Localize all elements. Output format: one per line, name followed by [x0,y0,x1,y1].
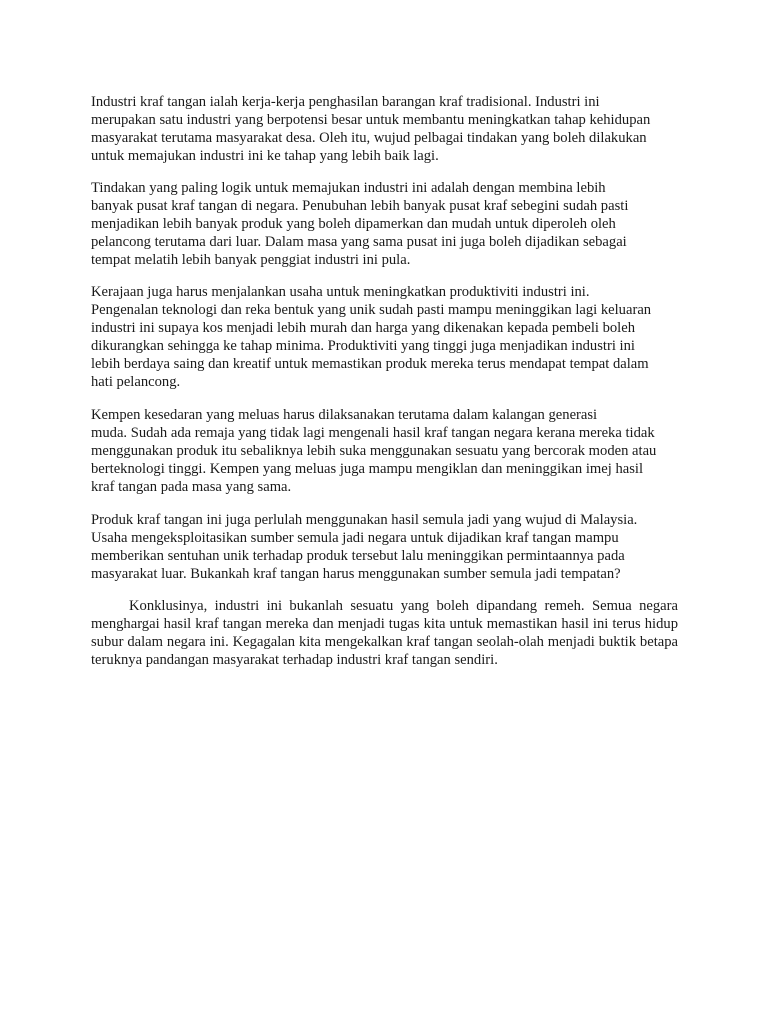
paragraph-craft-centres: Tindakan yang paling logik untuk memajukan industri ini adalah dengan membina lebih banyak pusat kraf tangan di negara. Penubuhan lebih banyak pusat kraf sebegini sudah pasti menjadikan lebih banyak produk yang boleh dipamerkan dan mudah untuk diperoleh oleh pelancong terutama dari luar. Dalam masa yang sama pusat ini juga boleh dijadikan sebagai tempat melatih lebih banyak penggiat industri ini pula. [91,180,629,268]
paragraph-awareness-campaign: Kempen kesedaran yang meluas harus dilaksanakan terutama dalam kalangan generasi muda. Sudah ada remaja yang tidak lagi mengenali hasil kraf tangan negara kerana mereka tidak menggunakan produk itu sebaliknya lebih suka menggunakan sesuatu yang bercorak moden atau berteknologi tinggi. Kempen yang meluas juga mampu mengiklan dan meninggikan imej hasil kraf tangan pada masa yang sama. [91,407,657,495]
paragraph-conclusion: Konklusinya, industri ini bukanlah sesuatu yang boleh dipandang remeh. Semua negara menghargai hasil kraf tangan mereka dan menjadi tugas kita untuk memastikan hasil ini terus hidup subur dalam negara ini. Kegagalan kita mengekalkan kraf tangan seolah-olah menjadi buktik betapa teruknya pandangan masyarakat terhadap industri kraf tangan sendiri. [91,598,678,668]
paragraph-introduction: Industri kraf tangan ialah kerja-kerja penghasilan barangan kraf tradisional. Industri ini merupakan satu industri yang berpotensi besar untuk membantu meningkatkan tahap kehidupan masyarakat terutama masyarakat desa. Oleh itu, wujud pelbagai tindakan yang boleh dilakukan untuk memajukan industri ini ke tahap yang lebih baik lagi. [91,94,651,164]
paragraph-productivity: Kerajaan juga harus menjalankan usaha untuk meningkatkan produktiviti industri ini. Pengenalan teknologi dan reka bentuk yang unik sudah pasti mampu meninggikan lagi keluaran industri ini supaya kos menjadi lebih murah dan harga yang dikenakan kepada pembeli boleh dikurangkan sehingga ke tahap minima. Produktiviti yang tinggi juga menjadikan industri ini lebih berdaya saing dan kreatif untuk memastikan produk mereka terus mendapat tempat dalam hati pelancong. [91,284,652,390]
paragraph-natural-resources: Produk kraf tangan ini juga perlulah menggunakan hasil semula jadi yang wujud di Malaysia. Usaha mengeksploitasikan sumber semula jadi negara untuk dijadikan kraf tangan mampu memberikan sentuhan unik terhadap produk tersebut lalu meninggikan permintaannya pada masyarakat luar. Bukankah kraf tangan harus menggunakan sumber semula jadi tempatan? [91,512,638,582]
